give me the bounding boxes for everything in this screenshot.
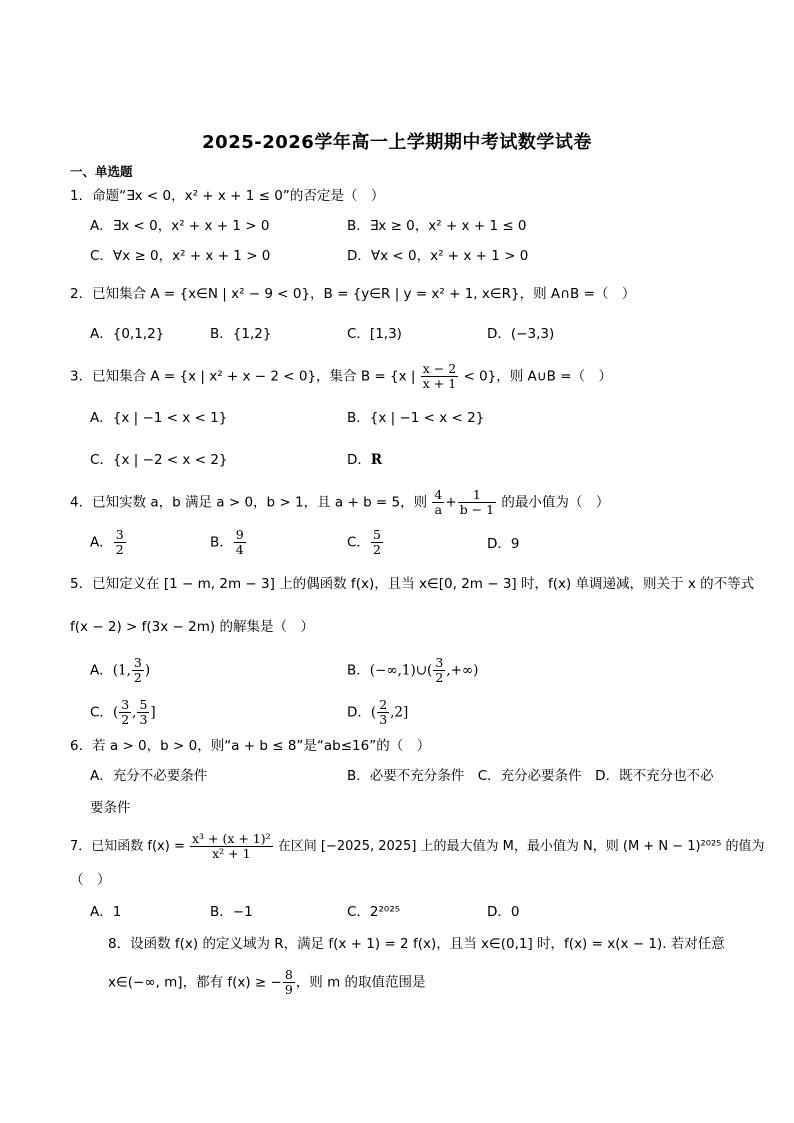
question-4-option-a xyxy=(90,528,127,557)
question-8-stem-line-2 xyxy=(108,968,426,997)
question-5-option-a-label: A． xyxy=(90,662,113,679)
question-4-option-d: D．9 xyxy=(487,536,520,552)
question-2-option-a: A．{0,1,2} xyxy=(90,326,165,342)
question-8-fraction-numerator: 8 xyxy=(284,967,293,982)
question-7-fraction-numerator: x³ + (x + 1)² xyxy=(191,831,271,846)
question-3-stem-post: < 0}，则 A∪B =（ ） xyxy=(463,368,613,385)
question-5-option-b-label: B． xyxy=(347,662,370,679)
question-5-stem-line-1: 5．已知定义在 [1 − m, 2m − 3] 上的偶函数 f(x)，且当 x∈[0, 2m − 3] 时，f(x) 单调递减，则关于 x 的不等式 xyxy=(70,576,755,592)
question-4-option-b xyxy=(210,528,247,557)
question-3-stem-pre: 3．已知集合 A = {x | x² + x − 2 < 0}，集合 B = {x | xyxy=(70,368,416,385)
question-7-stem-continued: （ ） xyxy=(70,872,111,888)
question-7-stem-post: 在区间 [−2025, 2025] 上的最大值为 M，最小值为 N，则 (M + N − 1)²⁰²⁵ 的值为 xyxy=(277,839,765,854)
question-5-option-a-post: ) xyxy=(144,662,151,679)
question-6-options-bcd: B．必要不充分条件 C．充分必要条件 D．既不充分也不必 xyxy=(347,768,714,784)
question-4-fraction-1 xyxy=(432,488,444,517)
question-4-option-a-denominator: 2 xyxy=(115,542,124,557)
question-5-option-b-denominator: 2 xyxy=(435,670,444,685)
question-3-option-c: C．{x | −2 < x < 2} xyxy=(90,452,228,468)
question-5-option-d-numerator: 2 xyxy=(379,697,388,712)
question-7-option-c: C．2²⁰²⁵ xyxy=(347,904,401,920)
question-3-option-a: A．{x | −1 < x < 1} xyxy=(90,410,228,426)
question-5-option-d-denominator: 3 xyxy=(379,712,388,727)
question-5-stem-line-2: f(x − 2) > f(3x − 2m) 的解集是（ ） xyxy=(70,619,314,635)
question-1-option-d: D．∀x < 0，x² + x + 1 > 0 xyxy=(347,248,529,264)
question-8-stem-line-2-pre: x∈(−∞, m]，都有 f(x) ≥ − xyxy=(108,974,282,991)
question-4-option-b-fraction xyxy=(234,528,246,557)
question-1-option-b: B．∃x ≥ 0，x² + x + 1 ≤ 0 xyxy=(347,218,527,234)
question-4-option-c-denominator: 2 xyxy=(372,542,381,557)
question-5-option-a xyxy=(90,656,150,685)
question-4-option-c xyxy=(347,528,384,557)
question-5-option-d xyxy=(347,698,408,727)
question-7-option-b: B．−1 xyxy=(210,904,253,920)
question-6-option-a: A．充分不必要条件 xyxy=(90,768,208,784)
question-5-option-c-fraction-1 xyxy=(119,698,131,727)
question-6-option-d-continued: 要条件 xyxy=(90,800,131,816)
question-5-option-d-fraction xyxy=(377,698,389,727)
question-4-option-a-label: A． xyxy=(90,534,113,551)
question-8-stem-line-2-post: ，则 m 的取值范围是 xyxy=(295,974,426,991)
question-5-option-b-post: ,+∞) xyxy=(446,662,479,679)
question-5-option-c-mid: , xyxy=(132,704,137,721)
question-5-option-a-numerator: 3 xyxy=(133,655,142,670)
question-3-fraction xyxy=(421,362,458,391)
exam-title: 2025-2026学年高一上学期期中考试数学试卷 xyxy=(202,132,592,153)
question-5-option-a-denominator: 2 xyxy=(133,670,142,685)
question-4-fraction-2 xyxy=(458,488,496,517)
question-5-option-c xyxy=(90,698,156,727)
question-7-fraction-denominator: x² + 1 xyxy=(212,846,251,861)
question-5-option-c-post: ] xyxy=(150,704,156,721)
question-5-option-b-pre: (−∞,1)∪( xyxy=(369,662,433,679)
question-4-option-a-fraction xyxy=(114,528,126,557)
question-1-option-a: A．∃x < 0，x² + x + 1 > 0 xyxy=(90,218,270,234)
question-2-option-b: B．{1,2} xyxy=(210,326,272,342)
question-4-option-c-numerator: 5 xyxy=(372,527,381,542)
question-7-option-d: D．0 xyxy=(487,904,520,920)
question-4-option-b-label: B． xyxy=(210,534,233,551)
question-7-stem xyxy=(70,832,765,861)
question-5-option-c-numerator-1: 3 xyxy=(121,697,130,712)
question-4-option-c-label: C． xyxy=(347,534,370,551)
question-5-option-c-denominator-2: 3 xyxy=(139,712,148,727)
question-5-option-a-pre: (1, xyxy=(112,662,131,679)
question-8-fraction xyxy=(283,968,295,997)
question-3-option-d-value: R xyxy=(370,452,383,468)
question-5-option-b xyxy=(347,656,478,685)
question-4-stem-post: 的最小值为（ ） xyxy=(501,494,610,511)
question-4-stem xyxy=(70,488,609,517)
question-2-option-c: C．[1,3) xyxy=(347,326,402,342)
question-8-fraction-denominator: 9 xyxy=(284,982,293,997)
question-5-option-c-fraction-2 xyxy=(137,698,149,727)
question-3-option-b: B．{x | −1 < x < 2} xyxy=(347,410,485,426)
question-5-option-d-pre: ( xyxy=(370,704,377,721)
question-1-stem: 1．命题“∃x < 0，x² + x + 1 ≤ 0”的否定是（ ） xyxy=(70,188,385,204)
question-3-fraction-denominator: x + 1 xyxy=(422,376,457,391)
question-3-stem xyxy=(70,362,612,391)
question-5-option-c-label: C． xyxy=(90,704,113,721)
question-5-option-c-numerator-2: 5 xyxy=(139,697,148,712)
question-3-fraction-numerator: x − 2 xyxy=(422,361,457,376)
question-4-fraction-2-denominator: b − 1 xyxy=(459,502,495,517)
question-7-stem-pre: 7．已知函数 f(x) = xyxy=(70,839,185,854)
question-4-fraction-1-denominator: a xyxy=(434,502,443,517)
question-5-option-d-label: D． xyxy=(347,704,371,721)
question-3-option-d-label: D． xyxy=(347,452,371,468)
question-7-fraction xyxy=(190,832,273,861)
section-heading: 一、单选题 xyxy=(70,164,133,179)
question-4-stem-pre: 4．已知实数 a，b 满足 a > 0，b > 1，且 a + b = 5，则 xyxy=(70,494,428,511)
question-4-option-b-denominator: 4 xyxy=(235,542,244,557)
question-4-option-b-numerator: 9 xyxy=(235,527,244,542)
question-8-stem-line-1: 8．设函数 f(x) 的定义域为 R，满足 f(x + 1) = 2 f(x)，且当 x∈(0,1] 时，f(x) = x(x − 1). 若对任意 xyxy=(108,936,725,952)
question-4-fraction-2-numerator: 1 xyxy=(458,488,496,503)
question-5-option-d-post: ,2] xyxy=(390,704,409,721)
question-4-plus: + xyxy=(445,494,457,511)
question-5-option-b-numerator: 3 xyxy=(435,655,444,670)
question-6-stem: 6．若 a > 0，b > 0，则“a + b ≤ 8”是“ab≤16”的（ ） xyxy=(70,738,431,754)
question-5-option-a-fraction xyxy=(132,656,144,685)
question-7-option-a: A．1 xyxy=(90,904,122,920)
question-3-option-d xyxy=(347,450,382,470)
question-4-option-a-numerator: 3 xyxy=(115,527,124,542)
question-4-fraction-1-numerator: 4 xyxy=(434,487,443,502)
question-5-option-c-denominator-1: 2 xyxy=(121,712,130,727)
question-1-option-c: C．∀x ≥ 0，x² + x + 1 > 0 xyxy=(90,248,271,264)
question-5-option-b-fraction xyxy=(433,656,445,685)
question-2-stem: 2．已知集合 A = {x∈N | x² − 9 < 0}，B = {y∈R | y = x² + 1, x∈R}，则 A∩B =（ ） xyxy=(70,286,636,302)
question-5-option-c-pre: ( xyxy=(112,704,119,721)
question-4-option-c-fraction xyxy=(371,528,383,557)
question-2-option-d: D．(−3,3) xyxy=(487,326,555,342)
